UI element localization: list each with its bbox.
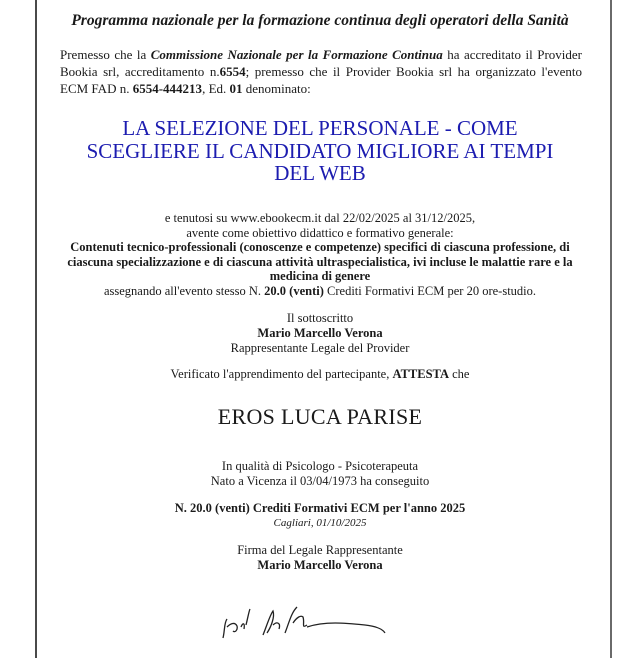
objective-block bbox=[50, 211, 590, 298]
signatory-intro: Il sottoscritto bbox=[286, 311, 354, 325]
assign-text: assegnando all'evento stesso N. bbox=[103, 283, 265, 298]
event-title: LA SELEZIONE DEL PERSONALE - COME SCEGLIERE IL CANDIDATO MIGLIORE AI TEMPI DEL WEB bbox=[86, 116, 554, 185]
program-heading: Programma nazionale per la formazione continua degli operatori della Sanità bbox=[71, 12, 569, 29]
signatory-name: Mario Marcello Verona bbox=[257, 326, 383, 340]
assign-text: Crediti Formativi ECM per 20 ore-studio. bbox=[323, 283, 537, 298]
intro-text: ; premesso che il Provider Bookia srl ha organizzato l'evento ECM FAD n. bbox=[60, 64, 583, 96]
place-date: Cagliari, 01/10/2025 bbox=[273, 517, 367, 529]
attest-text: Verificato l'apprendimento del partecipante, bbox=[170, 367, 393, 381]
held-on-text: e tenutosi su www.ebookecm.it dal 22/02/2025 al 31/12/2025, bbox=[164, 211, 476, 225]
objective-text: Contenuti tecnico-professionali (conoscenze e competenze) specifici di ciascuna professione, di ciascuna specializzazione e di ciascuna attività ultraspecialistica, ivi incluse le malattie rare e la medicina di genere bbox=[67, 240, 573, 283]
signature-name: Mario Marcello Verona bbox=[257, 558, 383, 572]
signature-label-block bbox=[50, 543, 590, 573]
credits-block bbox=[50, 501, 590, 531]
assigned-credits: 20.0 (venti) bbox=[264, 283, 324, 298]
event-number: 6554-444213 bbox=[132, 81, 203, 96]
participant-name: EROS LUCA PARISE bbox=[217, 404, 423, 429]
edition-number: 01 bbox=[229, 81, 243, 96]
intro-text: denominato: bbox=[242, 81, 311, 96]
intro-paragraph bbox=[60, 46, 582, 97]
intro-text: Premesso che la bbox=[60, 47, 151, 62]
credits-assignment bbox=[50, 284, 590, 299]
attest-text: che bbox=[448, 367, 470, 381]
participant-birth: Nato a Vicenza il 03/04/1973 ha conseguito bbox=[210, 474, 430, 488]
signatory-block bbox=[50, 311, 590, 356]
attest-line bbox=[50, 367, 590, 382]
accreditation-number: 6554 bbox=[219, 64, 246, 79]
credits-awarded: N. 20.0 (venti) Crediti Formativi ECM per l'anno 2025 bbox=[174, 501, 466, 515]
signature-label: Firma del Legale Rappresentante bbox=[237, 543, 403, 557]
signatory-role: Rappresentante Legale del Provider bbox=[230, 341, 410, 355]
participant-details bbox=[50, 459, 590, 489]
participant-qualification: In qualità di Psicologo - Psicoterapeuta bbox=[221, 459, 419, 473]
attest-keyword: ATTESTA bbox=[392, 367, 449, 381]
intro-text: ha accreditato il Provider Bookia srl, accreditamento n. bbox=[60, 47, 582, 79]
objective-intro: avente come obiettivo didattico e formativo generale: bbox=[186, 225, 454, 240]
commission-name: Commissione Nazionale per la Formazione Continua bbox=[150, 47, 443, 62]
intro-text: , Ed. bbox=[202, 81, 230, 96]
handwritten-signature-icon bbox=[215, 605, 415, 640]
